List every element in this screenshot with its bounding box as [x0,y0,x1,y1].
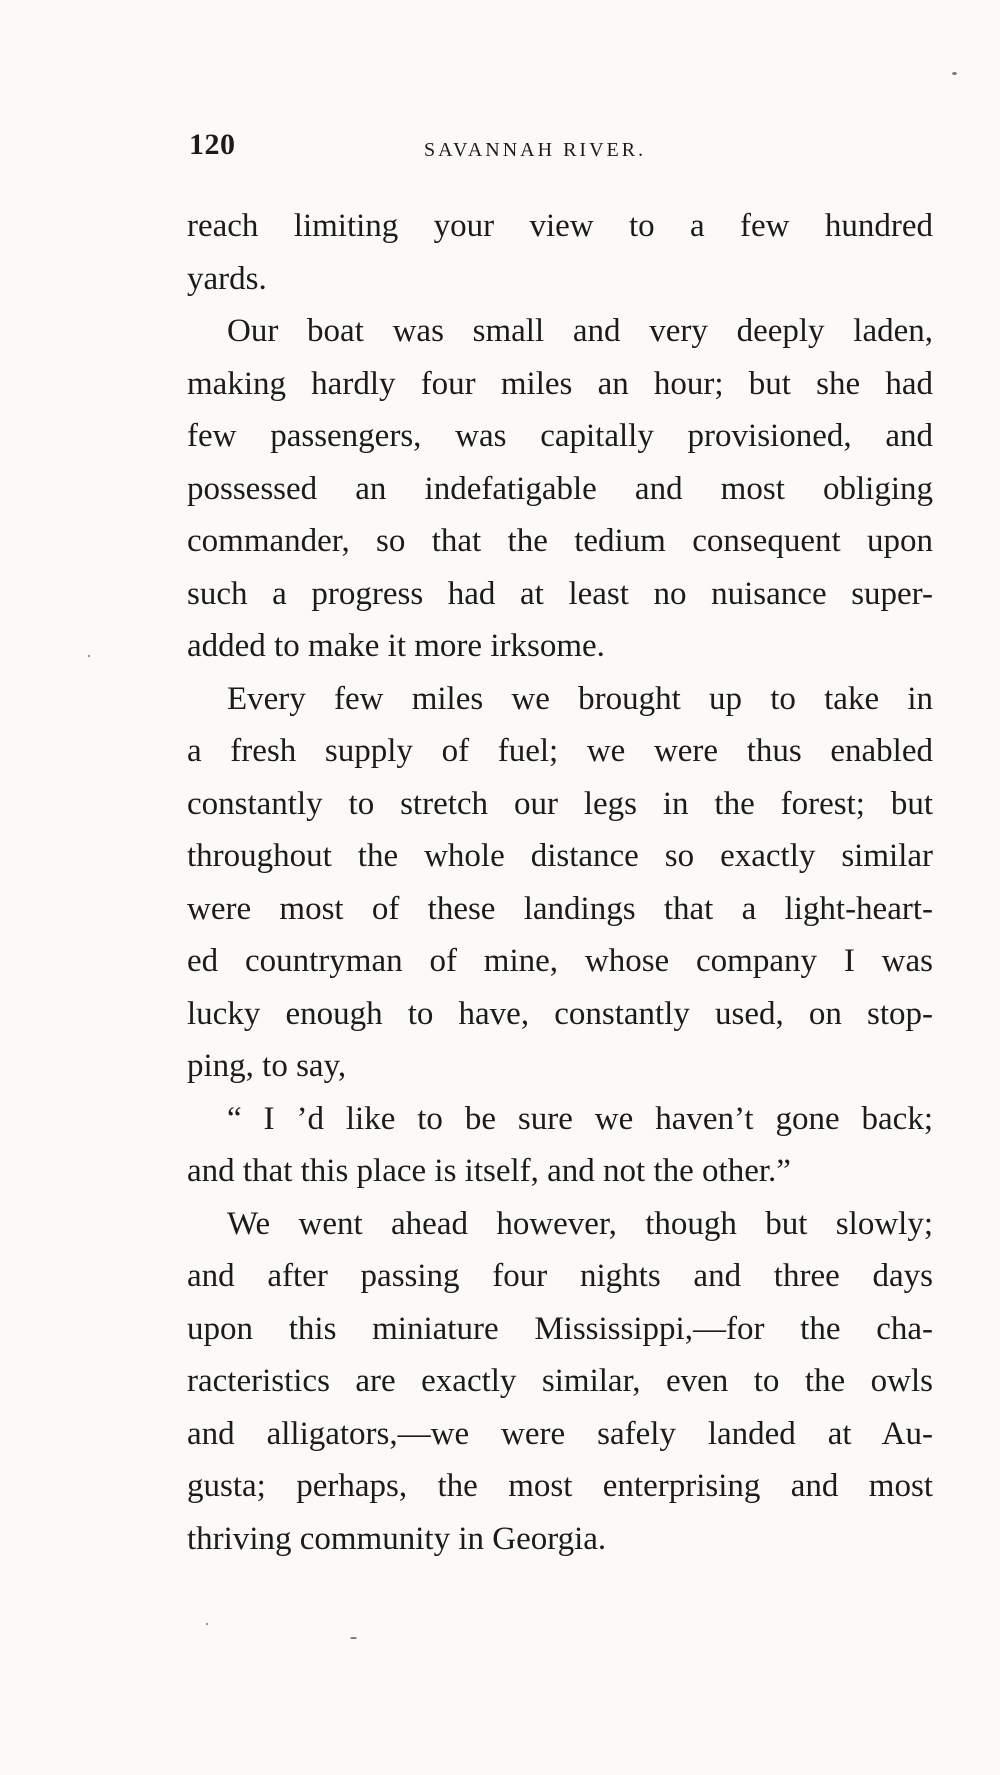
page-number: 120 [189,128,236,161]
text-line: reach limiting your view to a few hundred [187,208,933,244]
text-line: ed countryman of mine, whose company I was [187,943,933,979]
text-line: a fresh supply of fuel; we were thus enabled [187,733,933,769]
text-line: few passengers, was capitally provisioned, and [187,418,933,454]
text-line: upon this miniature Mississippi,—for the cha- [187,1310,933,1347]
paper-speck [206,1623,208,1625]
text-line: throughout the whole distance so exactly similar [187,838,933,874]
text-line: and that this place is itself, and not the other.” [187,1153,791,1189]
page-header [189,128,934,178]
text-line: thriving community in Georgia. [187,1520,607,1557]
text-line: commander, so that the tedium consequent upon [187,523,933,559]
text-line: ping, to say, [187,1048,347,1084]
text-line: possessed an indefatigable and most obliging [187,470,933,507]
text-line: gusta; perhaps, the most enterprising and most [187,1468,933,1504]
text-line: We went ahead however, though but slowly; [227,1205,933,1242]
paper-speck [952,72,957,75]
text-line: lucky enough to have, constantly used, on stop- [187,995,933,1032]
text-line: and alligators,—we were safely landed at Au- [187,1415,933,1452]
paper-speck [88,655,90,657]
running-title: SAVANNAH RIVER. [424,139,647,161]
text-line: “ I ’d like to be sure we haven’t gone back; [227,1100,933,1137]
body-text [187,200,933,1565]
text-line: were most of these landings that a light-heart- [187,890,933,927]
text-line: racteristics are exactly similar, even to the owls [187,1363,933,1399]
text-line: yards. [187,260,267,297]
text-line: constantly to stretch our legs in the forest; but [187,785,933,822]
text-line: added to make it more irksome. [187,628,605,664]
text-line: and after passing four nights and three days [187,1258,933,1294]
paper-speck [350,1637,357,1639]
text-line: Every few miles we brought up to take in [227,680,933,717]
text-line: Our boat was small and very deeply laden, [227,313,933,349]
text-line: such a progress had at least no nuisance super- [187,575,933,612]
text-line: making hardly four miles an hour; but she had [187,365,933,402]
